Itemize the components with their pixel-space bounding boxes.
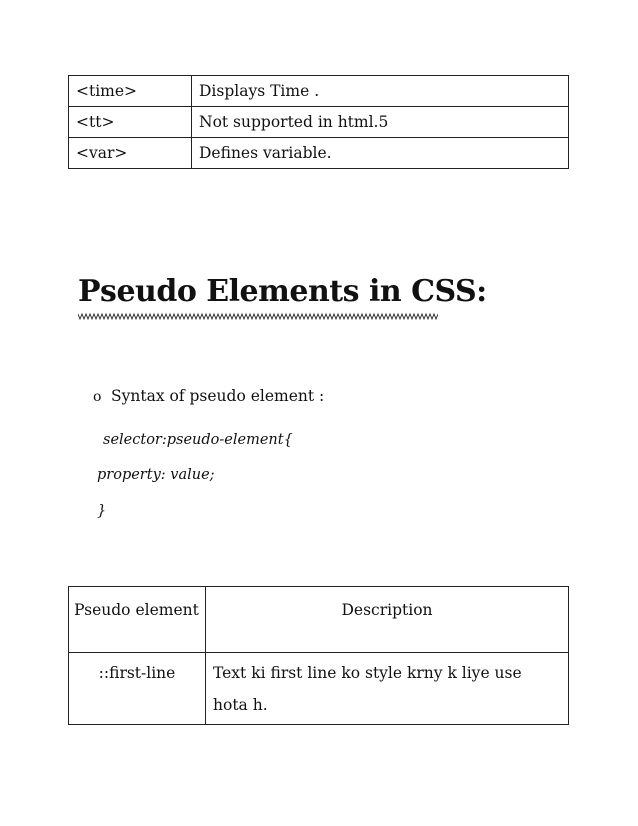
tag-cell: <tt> — [69, 107, 192, 138]
description-cell: Text ki first line ko style krny k liye use hota h. — [206, 653, 569, 725]
table-row — [69, 138, 569, 169]
column-header-description: Description — [206, 587, 569, 653]
bullet-icon: o — [93, 389, 102, 405]
element-cell: ::first-line — [69, 653, 206, 725]
section-heading: Pseudo Elements in CSS: — [78, 274, 487, 309]
table-row — [69, 107, 569, 138]
tag-cell: <var> — [69, 138, 192, 169]
description-cell: Defines variable. — [192, 138, 569, 169]
tag-cell: <time> — [69, 76, 192, 107]
html-tags-table — [68, 75, 569, 169]
code-line-property: property: value; — [97, 467, 215, 483]
description-cell: Not supported in html.5 — [192, 107, 569, 138]
table-row — [69, 76, 569, 107]
syntax-bullet-item — [93, 387, 324, 405]
column-header-element: Pseudo element — [69, 587, 206, 653]
code-line-close: } — [97, 503, 107, 519]
table-header-row — [69, 587, 569, 653]
table-row — [69, 653, 569, 725]
pseudo-elements-table — [68, 586, 569, 725]
code-line-selector: selector:pseudo-element{ — [103, 432, 293, 448]
syntax-label: Syntax of pseudo element : — [111, 387, 325, 405]
description-cell: Displays Time . — [192, 76, 569, 107]
wavy-underline — [78, 312, 438, 320]
